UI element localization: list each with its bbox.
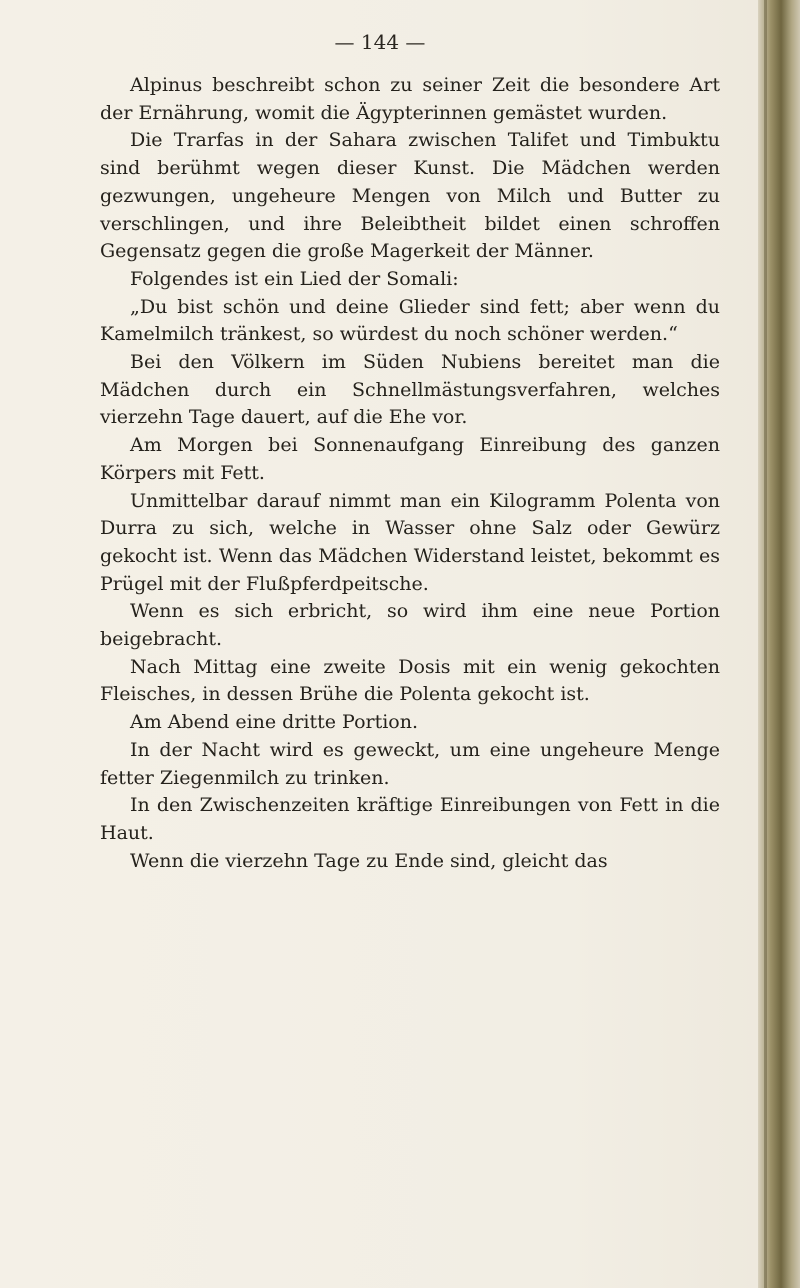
paragraph: Alpinus beschreibt schon zu seiner Zeit die besondere Art der Ernährung, womit die Ägypterinnen gemästet wurden. [100,74,720,124]
paragraph: Folgendes ist ein Lied der Somali: [130,267,459,290]
paragraph: Wenn es sich erbricht, so wird ihm eine neue Portion beigebracht. [100,600,720,651]
paragraph: Nach Mittag eine zweite Dosis mit ein wenig gekochten Fleisches, in dessen Brühe die Polenta gekocht ist. [100,655,720,706]
paragraph: Bei den Völkern im Süden Nubiens bereitet man die Mädchen durch ein Schnellmästungsverfahren, welches vierzehn Tage dauert, auf die Ehe vor. [100,351,720,429]
page-number-header: — 144 — [334,30,426,54]
paragraph: Wenn die vierzehn Tage zu Ende sind, gleicht das [130,849,608,872]
paragraph: In der Nacht wird es geweckt, um eine ungeheure Menge fetter Ziegenmilch zu trinken. [100,738,720,789]
paragraph: Am Abend eine dritte Portion. [130,711,419,734]
paragraph: Unmittelbar darauf nimmt man ein Kilogramm Polenta von Durra zu sich, welche in Wasser ohne Salz oder Gewürz gekocht ist. Wenn das Mädchen Widerstand leistet, bekommt es Prügel mit der Flußpferdpeitsche. [100,489,720,595]
paragraph: In den Zwischenzeiten kräftige Einreibungen von Fett in die Haut. [100,794,720,844]
body-text [100,72,720,875]
paragraph: „Du bist schön und deine Glieder sind fett; aber wenn du Kamelmilch tränkest, so würdest du noch schöner werden.“ [100,295,720,346]
paragraph: Die Trarfas in der Sahara zwischen Talifet und Timbuktu sind berühmt wegen dieser Kunst. Die Mädchen werden gezwungen, ungeheure Mengen von Milch und Butter zu verschlingen, und ihre Beleibtheit bildet einen schroffen Gegensatz gegen die große Magerkeit der Männer. [100,129,720,263]
paragraph: Am Morgen bei Sonnenaufgang Einreibung des ganzen Körpers mit Fett. [100,434,720,484]
page-binding-edge [758,0,800,1288]
